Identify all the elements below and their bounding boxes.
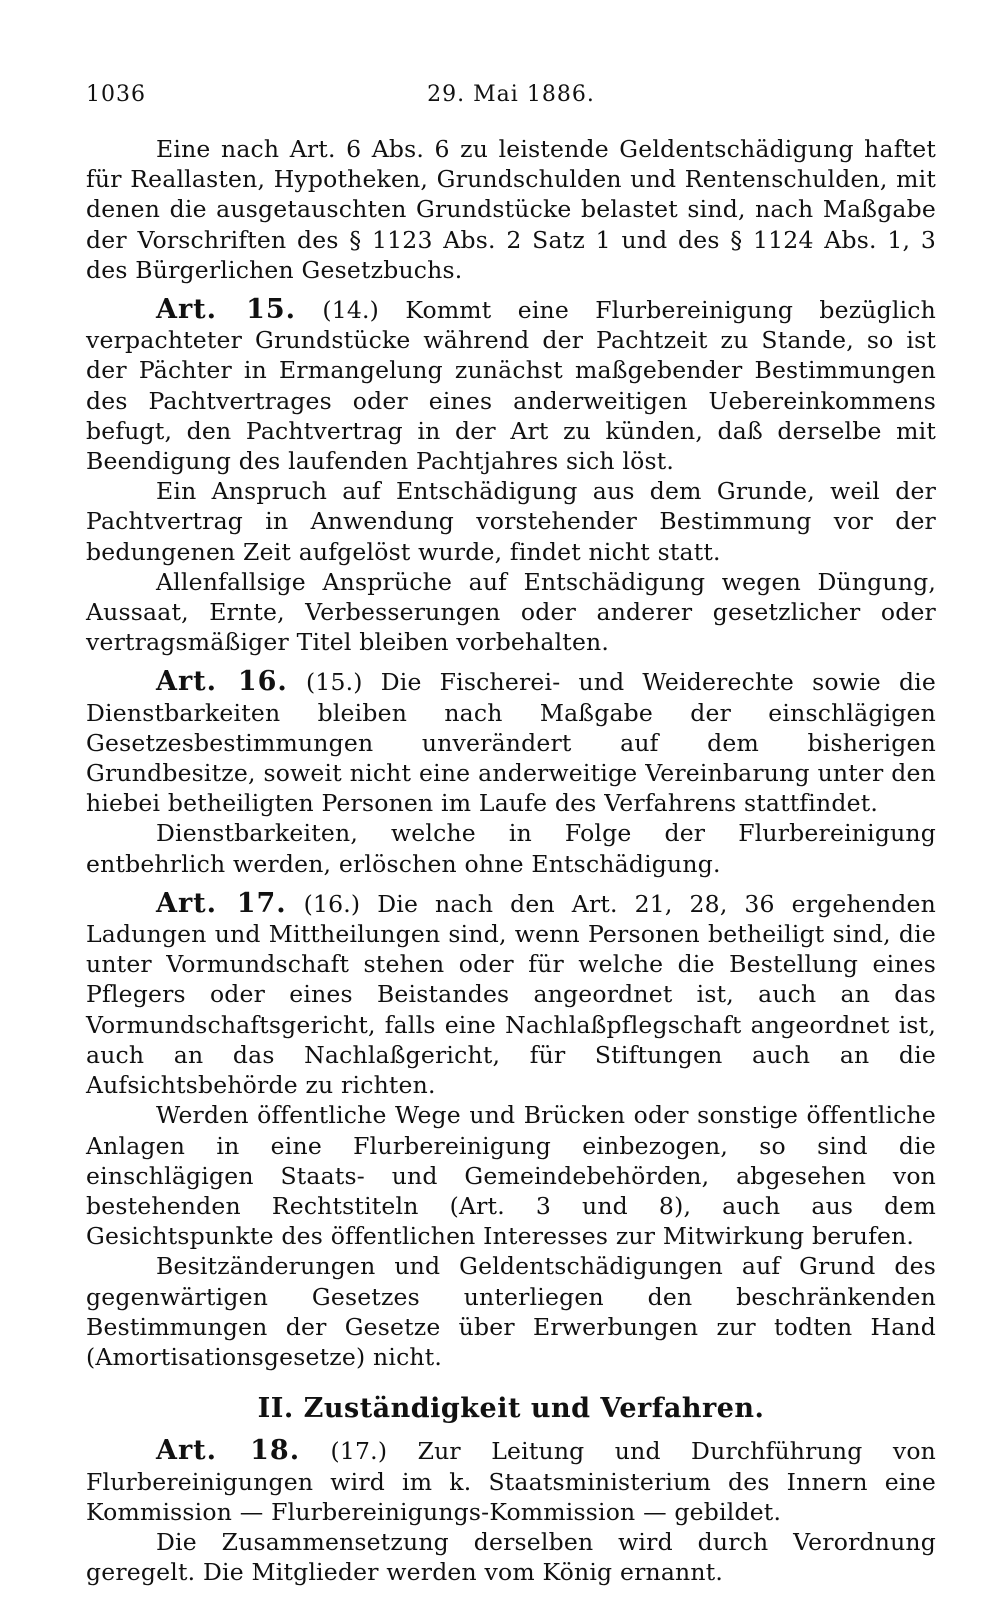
paragraph-text: Werden öffentliche Wege und Brücken oder sonstige öffentliche Anlagen in eine Flurbereinigung einbezogen, so sind die einschlägigen Staats- und Gemeindebehörden, abgesehen von bestehenden Rechtstiteln (Art. 3 und 8), auch aus dem Gesichtspunkte des öffentlichen Interesses zur Mitwirkung berufen.: [86, 1101, 936, 1251]
paragraph: [86, 134, 936, 285]
paragraph: [86, 567, 936, 658]
paragraph-text: (14.) Kommt eine Flurbereinigung bezüglich verpachteter Grundstücke während der Pachtzeit zu Stande, so ist der Pächter in Ermangelung zunächst maßgebender Bestimmungen des Pachtvertrages oder eines anderweitigen Uebereinkommens befugt, den Pachtvertrag in der Art zu künden, daß derselbe mit Beendigung des laufenden Pachtjahres sich löst.: [86, 296, 937, 476]
section-heading: II. Zuständigkeit und Verfahren.: [257, 1393, 765, 1425]
paragraph-text: (16.) Die nach den Art. 21, 28, 36 ergehenden Ladungen und Mittheilungen sind, wenn Personen betheiligt sind, die unter Vormundschaft stehen oder für welche die Bestellung eines Pflegers oder eines Beistandes angeordnet ist, auch an das Vormundschaftsgericht, falls eine Nachlaßpflegschaft angeordnet ist, auch an das Nachlaßgericht, für Stiftungen auch an die Aufsichtsbehörde zu richten.: [86, 889, 936, 1100]
paragraph: [86, 1527, 936, 1587]
paragraph-text: (15.) Die Fischerei- und Weiderechte sowie die Dienstbarkeiten bleiben nach Maßgabe der einschlägigen Gesetzesbestimmungen unverändert auf dem bisherigen Grundbesitze, soweit nicht eine anderweitige Vereinbarung unter den hiebei betheiligten Personen im Laufe des Verfahrens stattfindet.: [86, 668, 937, 818]
article-label: Art. 15.: [156, 294, 297, 326]
paragraph-text: Eine nach Art. 6 Abs. 6 zu leistende Geldentschädigung haftet für Reallasten, Hypotheken, Grundschulden und Rentenschulden, mit denen die ausgetauschten Grundstücke belastet sind, nach Maßgabe der Vorschriften des § 1123 Abs. 2 Satz 1 und des § 1124 Abs. 1, 3 des Bürgerlichen Gesetzbuchs.: [86, 135, 936, 284]
paragraph-text: Allenfallsige Ansprüche auf Entschädigung wegen Düngung, Aussaat, Ernte, Verbesserungen oder anderer gesetzlicher oder vertragsmäßiger Titel bleiben vorbehalten.: [86, 567, 936, 657]
paragraph-text: Ein Anspruch auf Entschädigung aus dem Grunde, weil der Pachtvertrag in Anwendung vorstehender Bestimmung vor der bedungenen Zeit aufgelöst wurde, findet nicht statt.: [86, 477, 936, 566]
article-16: [86, 667, 936, 818]
paragraph: [86, 1251, 936, 1372]
article-label: Art. 16.: [156, 666, 288, 698]
article-label: Art. 17.: [156, 887, 287, 919]
paragraph: [86, 818, 936, 878]
page-number: 1036: [86, 82, 146, 107]
paragraph: [86, 476, 936, 567]
article-17: [86, 889, 936, 1100]
article-15: [86, 295, 936, 476]
paragraph-text: (17.) Zur Leitung und Durchführung von Flurbereinigungen wird im k. Staatsministerium des Innern eine Kommission — Flurbereinigungs-Kommission — gebildet.: [86, 1437, 937, 1526]
paragraph-text: Dienstbarkeiten, welche in Folge der Flurbereinigung entbehrlich werden, erlöschen ohne Entschädigung.: [86, 819, 936, 878]
article-18: [86, 1436, 936, 1527]
page-header: [86, 82, 936, 122]
header-date: 29. Mai 1886.: [427, 82, 595, 107]
paragraph-text: Die Zusammensetzung derselben wird durch Verordnung geregelt. Die Mitglieder werden vom König ernannt.: [86, 1527, 936, 1587]
document-body: [86, 134, 936, 1587]
paragraph-text: Besitzänderungen und Geldentschädigungen auf Grund des gegenwärtigen Gesetzes unterliegen den beschränkenden Bestimmungen der Gesetze über Erwerbungen zur todten Hand (Amortisationsgesetze) nicht.: [86, 1252, 936, 1371]
paragraph: [86, 1100, 936, 1251]
article-label: Art. 18.: [156, 1435, 301, 1467]
